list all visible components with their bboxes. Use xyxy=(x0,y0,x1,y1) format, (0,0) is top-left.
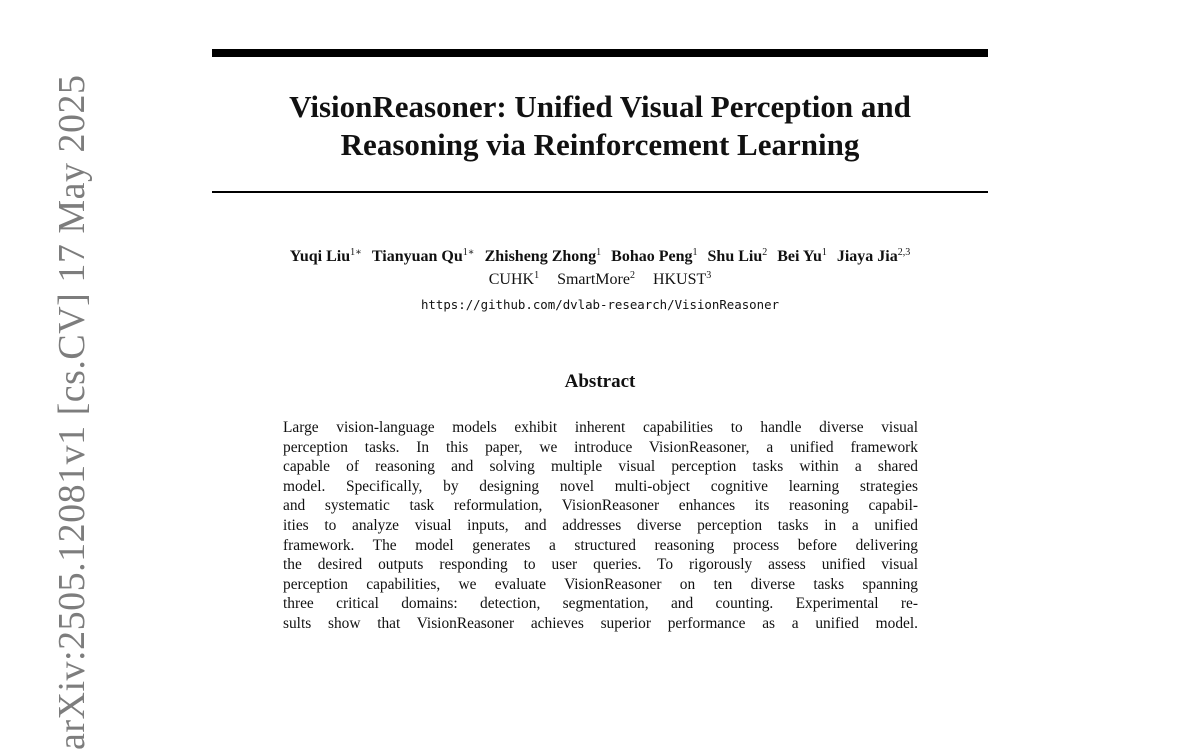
abstract-text xyxy=(283,418,918,634)
affiliation: SmartMore$^2$ xyxy=(557,270,635,288)
abstract-line: perception tasks. In this paper, we introduce VisionReasoner, a unified framework xyxy=(283,438,918,456)
abstract-line: ities to analyze visual inputs, and addresses diverse perception tasks in a unified xyxy=(283,516,918,534)
abstract-line: the desired outputs responding to user queries. To rigorously assess unified visual xyxy=(283,556,918,574)
abstract-line: three critical domains: detection, segmentation, and counting. Experimental re- xyxy=(283,595,918,613)
title-bottom-rule xyxy=(212,191,988,193)
abstract-line: perception capabilities, we evaluate VisionReasoner on ten diverse tasks spanning xyxy=(283,575,918,593)
abstract-line: and systematic task reformulation, VisionReasoner enhances its reasoning capabil- xyxy=(283,497,918,515)
title-line-2: Reasoning via Reinforcement Learning xyxy=(340,127,860,162)
affiliation: HKUST$^3$ xyxy=(652,270,712,288)
abstract-heading: Abstract xyxy=(564,371,636,392)
abstract-line: framework. The model generates a structured reasoning process before delivering xyxy=(283,536,918,554)
affiliation: CUHK$^1$ xyxy=(488,270,540,288)
author: Zhisheng Zhong$^1$ xyxy=(484,247,602,265)
arxiv-identifier-stamp: arXiv:2505.12081v1 [cs.CV] 17 May 2025 xyxy=(51,74,93,750)
abstract-line: Large vision-language models exhibit inherent capabilities to handle diverse visual xyxy=(283,419,918,436)
affiliation-list xyxy=(212,270,988,290)
author-list xyxy=(150,247,1050,267)
author: Jiaya Jia$^{2,3}$ xyxy=(836,247,911,265)
author: Bohao Peng$^1$ xyxy=(611,247,698,265)
abstract-line: model. Specifically, by designing novel multi-object cognitive learning strategies xyxy=(283,477,918,495)
author: Tianyuan $Qu^{1∗}$ xyxy=(371,247,475,265)
abstract-line: capable of reasoning and solving multiple visual perception tasks within a shared xyxy=(283,458,918,476)
title-line-1: VisionReasoner: Unified Visual Perception and xyxy=(289,89,911,124)
author: Shu Liu$^2$ xyxy=(707,247,768,265)
title-top-rule xyxy=(212,49,988,57)
author: Bei Yu$^1$ xyxy=(777,247,827,265)
paper-title xyxy=(212,88,988,164)
repository-link[interactable]: https://github.com/dvlab-research/VisionReasoner xyxy=(420,297,780,312)
author: Yuqi Liu$^{1∗}$ xyxy=(289,247,362,265)
abstract-line: sults show that VisionReasoner achieves superior performance as a unified model. xyxy=(283,614,918,632)
